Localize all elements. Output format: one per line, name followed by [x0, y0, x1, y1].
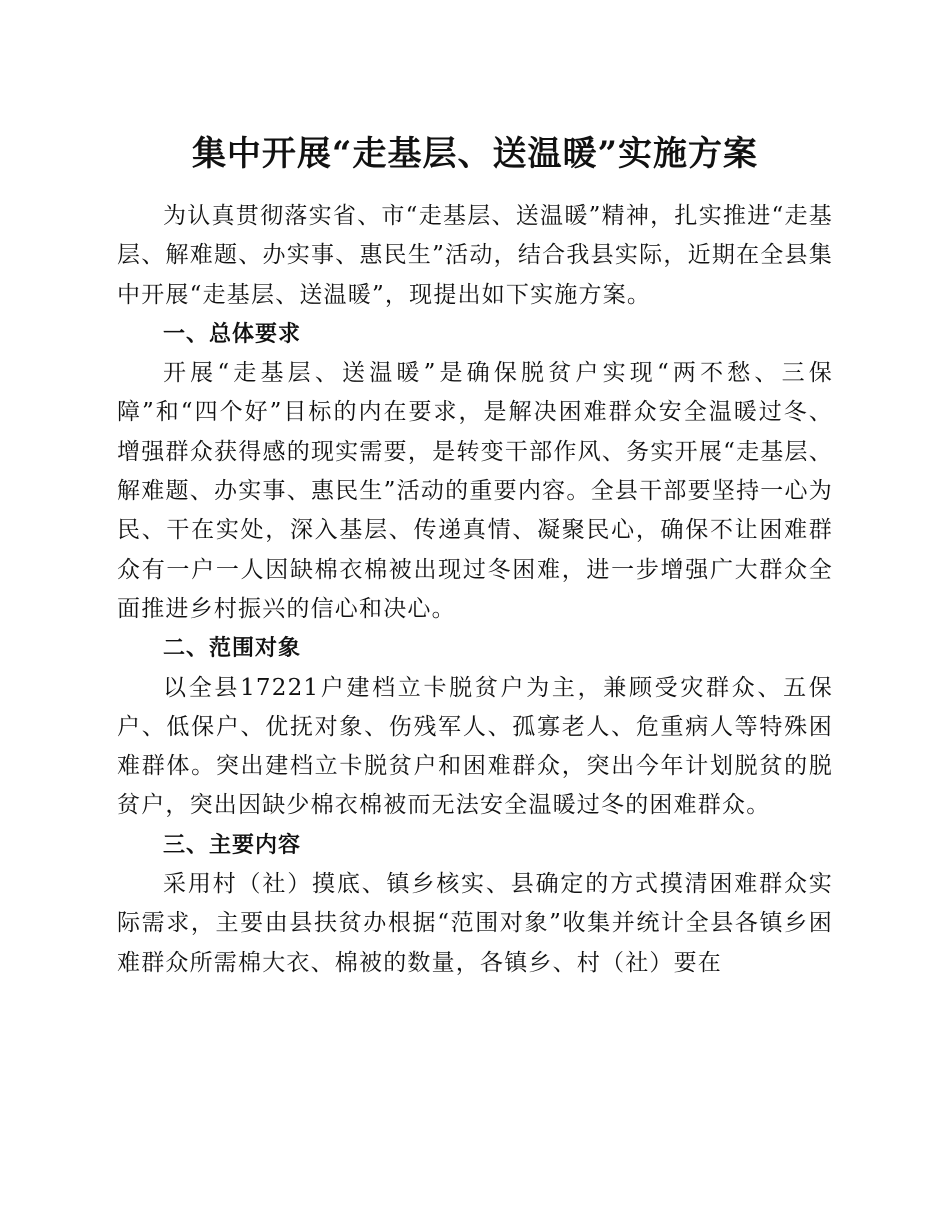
document-title: 集中开展“走基层、送温暖”实施方案 [191, 134, 759, 174]
section-heading-main-content: 三、主要内容 [163, 832, 302, 858]
intro-paragraph: 为认真贯彻落实省、市“走基层、送温暖”精神，扎实推进“走基层、解难题、办实事、惠民生”活动，结合我县实际，近期在全县集中开展“走基层、送温暖”，现提出如下实施方案。 [117, 203, 833, 308]
document-body [117, 197, 833, 983]
section-heading-scope: 二、范围对象 [163, 636, 302, 662]
section-paragraph-scope: 以全县17221户建档立卡脱贫户为主，兼顾受灾群众、五保户、低保户、优抚对象、伤残军人、孤寡老人、危重病人等特殊困难群体。突出建档立卡脱贫户和困难群众，突出今年计划脱贫的脱贫户，突出因缺少棉衣棉被而无法安全温暖过冬的困难群众。 [117, 674, 833, 819]
section-paragraph-general-requirements: 开展“走基层、送温暖”是确保脱贫户实现“两不愁、三保障”和“四个好”目标的内在要求，是解决困难群众安全温暖过冬、增强群众获得感的现实需要，是转变干部作风、务实开展“走基层、解难题、办实事、惠民生”活动的重要内容。全县干部要坚持一心为民、干在实处，深入基层、传递真情、凝聚民心，确保不让困难群众有一户一人因缺棉衣棉被出现过冬困难，进一步增强广大群众全面推进乡村振兴的信心和决心。 [117, 360, 833, 622]
section-heading-general-requirements: 一、总体要求 [163, 321, 302, 347]
section-paragraph-main-content: 采用村（社）摸底、镇乡核实、县确定的方式摸清困难群众实际需求，主要由县扶贫办根据“范围对象”收集并统计全县各镇乡困难群众所需棉大衣、棉被的数量，各镇乡、村（社）要在 [117, 871, 833, 976]
